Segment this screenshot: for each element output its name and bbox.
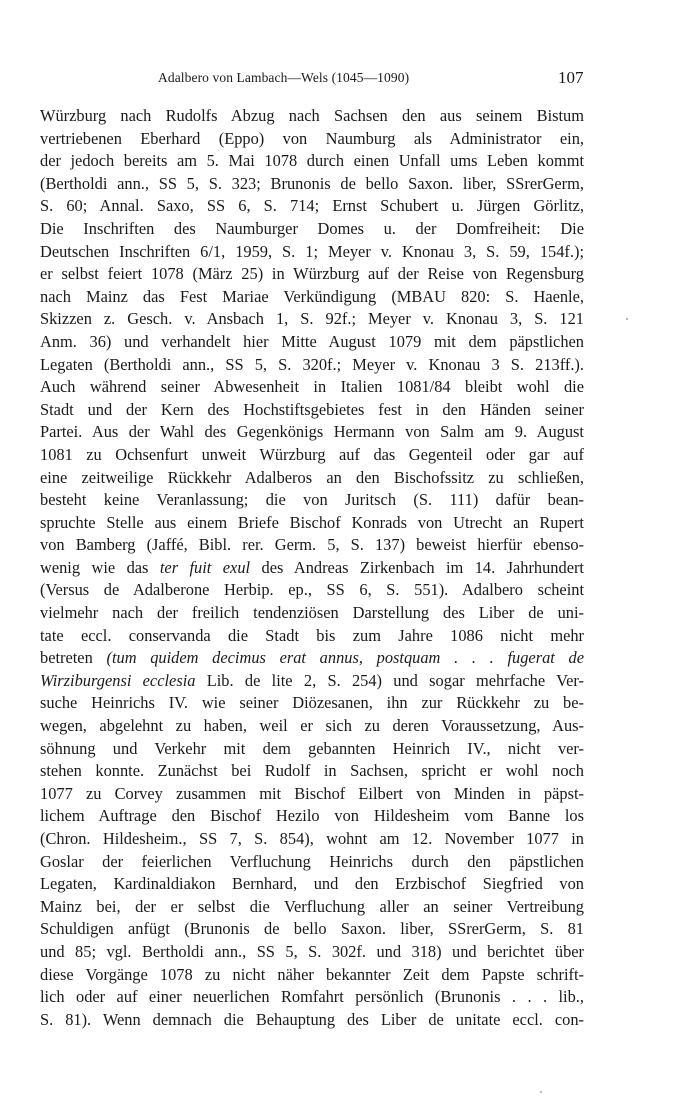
- text-line: Partei. Aus der Wahl des Gegenkönigs Hermann von Salm am 9. August: [40, 422, 584, 442]
- text-line: S. 81). Wenn demnach die Behauptung des Liber de unitate eccl. con-: [40, 1009, 584, 1029]
- text-line: Anm. 36) und verhandelt hier Mitte August 1079 mit dem päpstlichen: [40, 331, 584, 351]
- text-line: Legaten (Bertholdi ann., SS 5, S. 320f.; Meyer v. Knonau 3 S. 213ff.).: [40, 354, 584, 374]
- text-line: S. 60; Annal. Saxo, SS 6, S. 714; Ernst Schubert u. Jürgen Görlitz,: [40, 196, 584, 216]
- text-line: nach Mainz das Fest Mariae Verkündigung (MBAU 820: S. Haenle,: [40, 286, 584, 306]
- text-segment: Lib. de lite 2, S. 254) und sogar mehrfache Ver-: [195, 670, 584, 690]
- text-line: (Bertholdi ann., SS 5, S. 323; Brunonis de bello Saxon. liber, SSrerGerm,: [40, 173, 584, 193]
- text-line: Auch während seiner Abwesenheit in Italien 1081/84 bleibt wohl die: [40, 377, 584, 397]
- text-line: Mainz bei, der er selbst die Verfluchung aller an seiner Vertreibung: [40, 896, 584, 916]
- text-line: (Versus de Adalberone Herbip. ep., SS 6, S. 551). Adalbero scheint: [40, 580, 584, 600]
- text-line: Skizzen z. Gesch. v. Ansbach 1, S. 92f.; Meyer v. Knonau 3, S. 121: [40, 309, 584, 329]
- text-line: (Chron. Hildesheim., SS 7, S. 854), wohnt am 12. November 1077 in: [40, 829, 584, 848]
- text-line: vielmehr nach der freilich tendenziösen Darstellung des Liber de uni-: [40, 603, 584, 623]
- text-line: tate eccl. conservanda die Stadt bis zum Jahre 1086 nicht mehr: [40, 625, 584, 645]
- text-segment: wenig wie das: [40, 557, 160, 577]
- text-line: besteht keine Veranlassung; die von Juritsch (S. 111) dafür bean-: [40, 490, 584, 510]
- text-line: Die Inschriften des Naumburger Domes u. der Domfreiheit: Die: [40, 218, 584, 238]
- text-line: lichem Auftrage den Bischof Hezilo von Hildesheim vom Banne los: [40, 806, 584, 826]
- text-line: 1077 zu Corvey zusammen mit Bischof Eilbert von Minden in päpst-: [40, 783, 584, 803]
- text-line: vertriebenen Eberhard (Eppo) von Naumburg als Administrator ein,: [40, 128, 584, 148]
- text-line: und 85; vgl. Bertholdi ann., SS 5, S. 302f. und 318) und berichtet über: [40, 941, 584, 961]
- text-segment: betreten: [40, 648, 107, 668]
- text-line: stehen konnte. Zunächst bei Rudolf in Sachsen, spricht er wohl noch: [40, 761, 584, 781]
- foot-speck: [540, 1091, 542, 1093]
- text-line-last: [40, 1054, 584, 1077]
- text-line: [40, 1031, 584, 1054]
- text-line: der jedoch bereits am 5. Mai 1078 durch einen Unfall ums Leben kommt: [40, 151, 584, 171]
- italic-quote: (tum quidem decimus erat annus, postquam . . . fugerat de: [106, 648, 584, 668]
- text-line-with-italic: [40, 557, 584, 580]
- italic-quote: Wirziburgensi ecclesia: [40, 670, 196, 690]
- text-line: er selbst feiert 1078 (März 25) in Würzburg auf der Reise von Regensburg: [40, 264, 584, 284]
- text-line: Deutschen Inschriften 6/1, 1959, S. 1; Meyer v. Knonau 3, S. 59, 154f.);: [40, 241, 584, 261]
- text-line: Stadt und der Kern des Hochstiftsgebietes fest in den Händen seiner: [40, 399, 584, 419]
- text-line: eine zeitweilige Rückkehr Adalberos an den Bischofssitz zu schließen,: [40, 467, 584, 487]
- text-line: Legaten, Kardinaldiakon Bernhard, und den Erzbischof Siegfried von: [40, 874, 584, 894]
- running-title: Adalbero von Lambach—Wels (1045—1090): [158, 70, 410, 85]
- running-head: [0, 70, 700, 94]
- text-segment: des Andreas Zirkenbach im 14. Jahrhundert: [250, 557, 584, 577]
- text-line: söhnung und Verkehr mit dem gebannten Heinrich IV., nicht ver-: [40, 738, 584, 758]
- text-line: 1081 zu Ochsenfurt unweit Würzburg auf das Gegenteil oder gar auf: [40, 444, 584, 464]
- text-line: lich oder auf einer neuerlichen Romfahrt persönlich (Brunonis . . . lib.,: [40, 987, 584, 1007]
- text-line: Schuldigen anfügt (Brunonis de bello Saxon. liber, SSrerGerm, S. 81: [40, 919, 584, 939]
- body-text: [40, 105, 584, 1077]
- text-line: suche Heinrichs IV. wie seiner Diözesanen, ihn zur Rückkehr zu be-: [40, 693, 584, 713]
- text-line: Würzburg nach Rudolfs Abzug nach Sachsen den aus seinem Bistum: [40, 106, 584, 125]
- margin-speck: [626, 318, 628, 320]
- text-line: diese Vorgänge 1078 zu nicht näher bekannter Zeit dem Papste schrift-: [40, 964, 584, 984]
- text-line: wegen, abgelehnt zu haben, weil er sich zu deren Voraussetzung, Aus-: [40, 716, 584, 736]
- text-line: von Bamberg (Jaffé, Bibl. rer. Germ. 5, S. 137) beweist hierfür ebenso-: [40, 535, 584, 555]
- page-number: 107: [558, 68, 584, 87]
- text-line: spruchte Stelle aus einem Briefe Bischof Konrads von Utrecht an Rupert: [40, 512, 584, 532]
- text-line-with-italic: [40, 670, 584, 693]
- text-line-with-italic: [40, 647, 584, 670]
- italic-quote: ter fuit exul: [159, 557, 251, 577]
- text-line: Goslar der feierlichen Verfluchung Heinrichs durch den päpstlichen: [40, 851, 584, 871]
